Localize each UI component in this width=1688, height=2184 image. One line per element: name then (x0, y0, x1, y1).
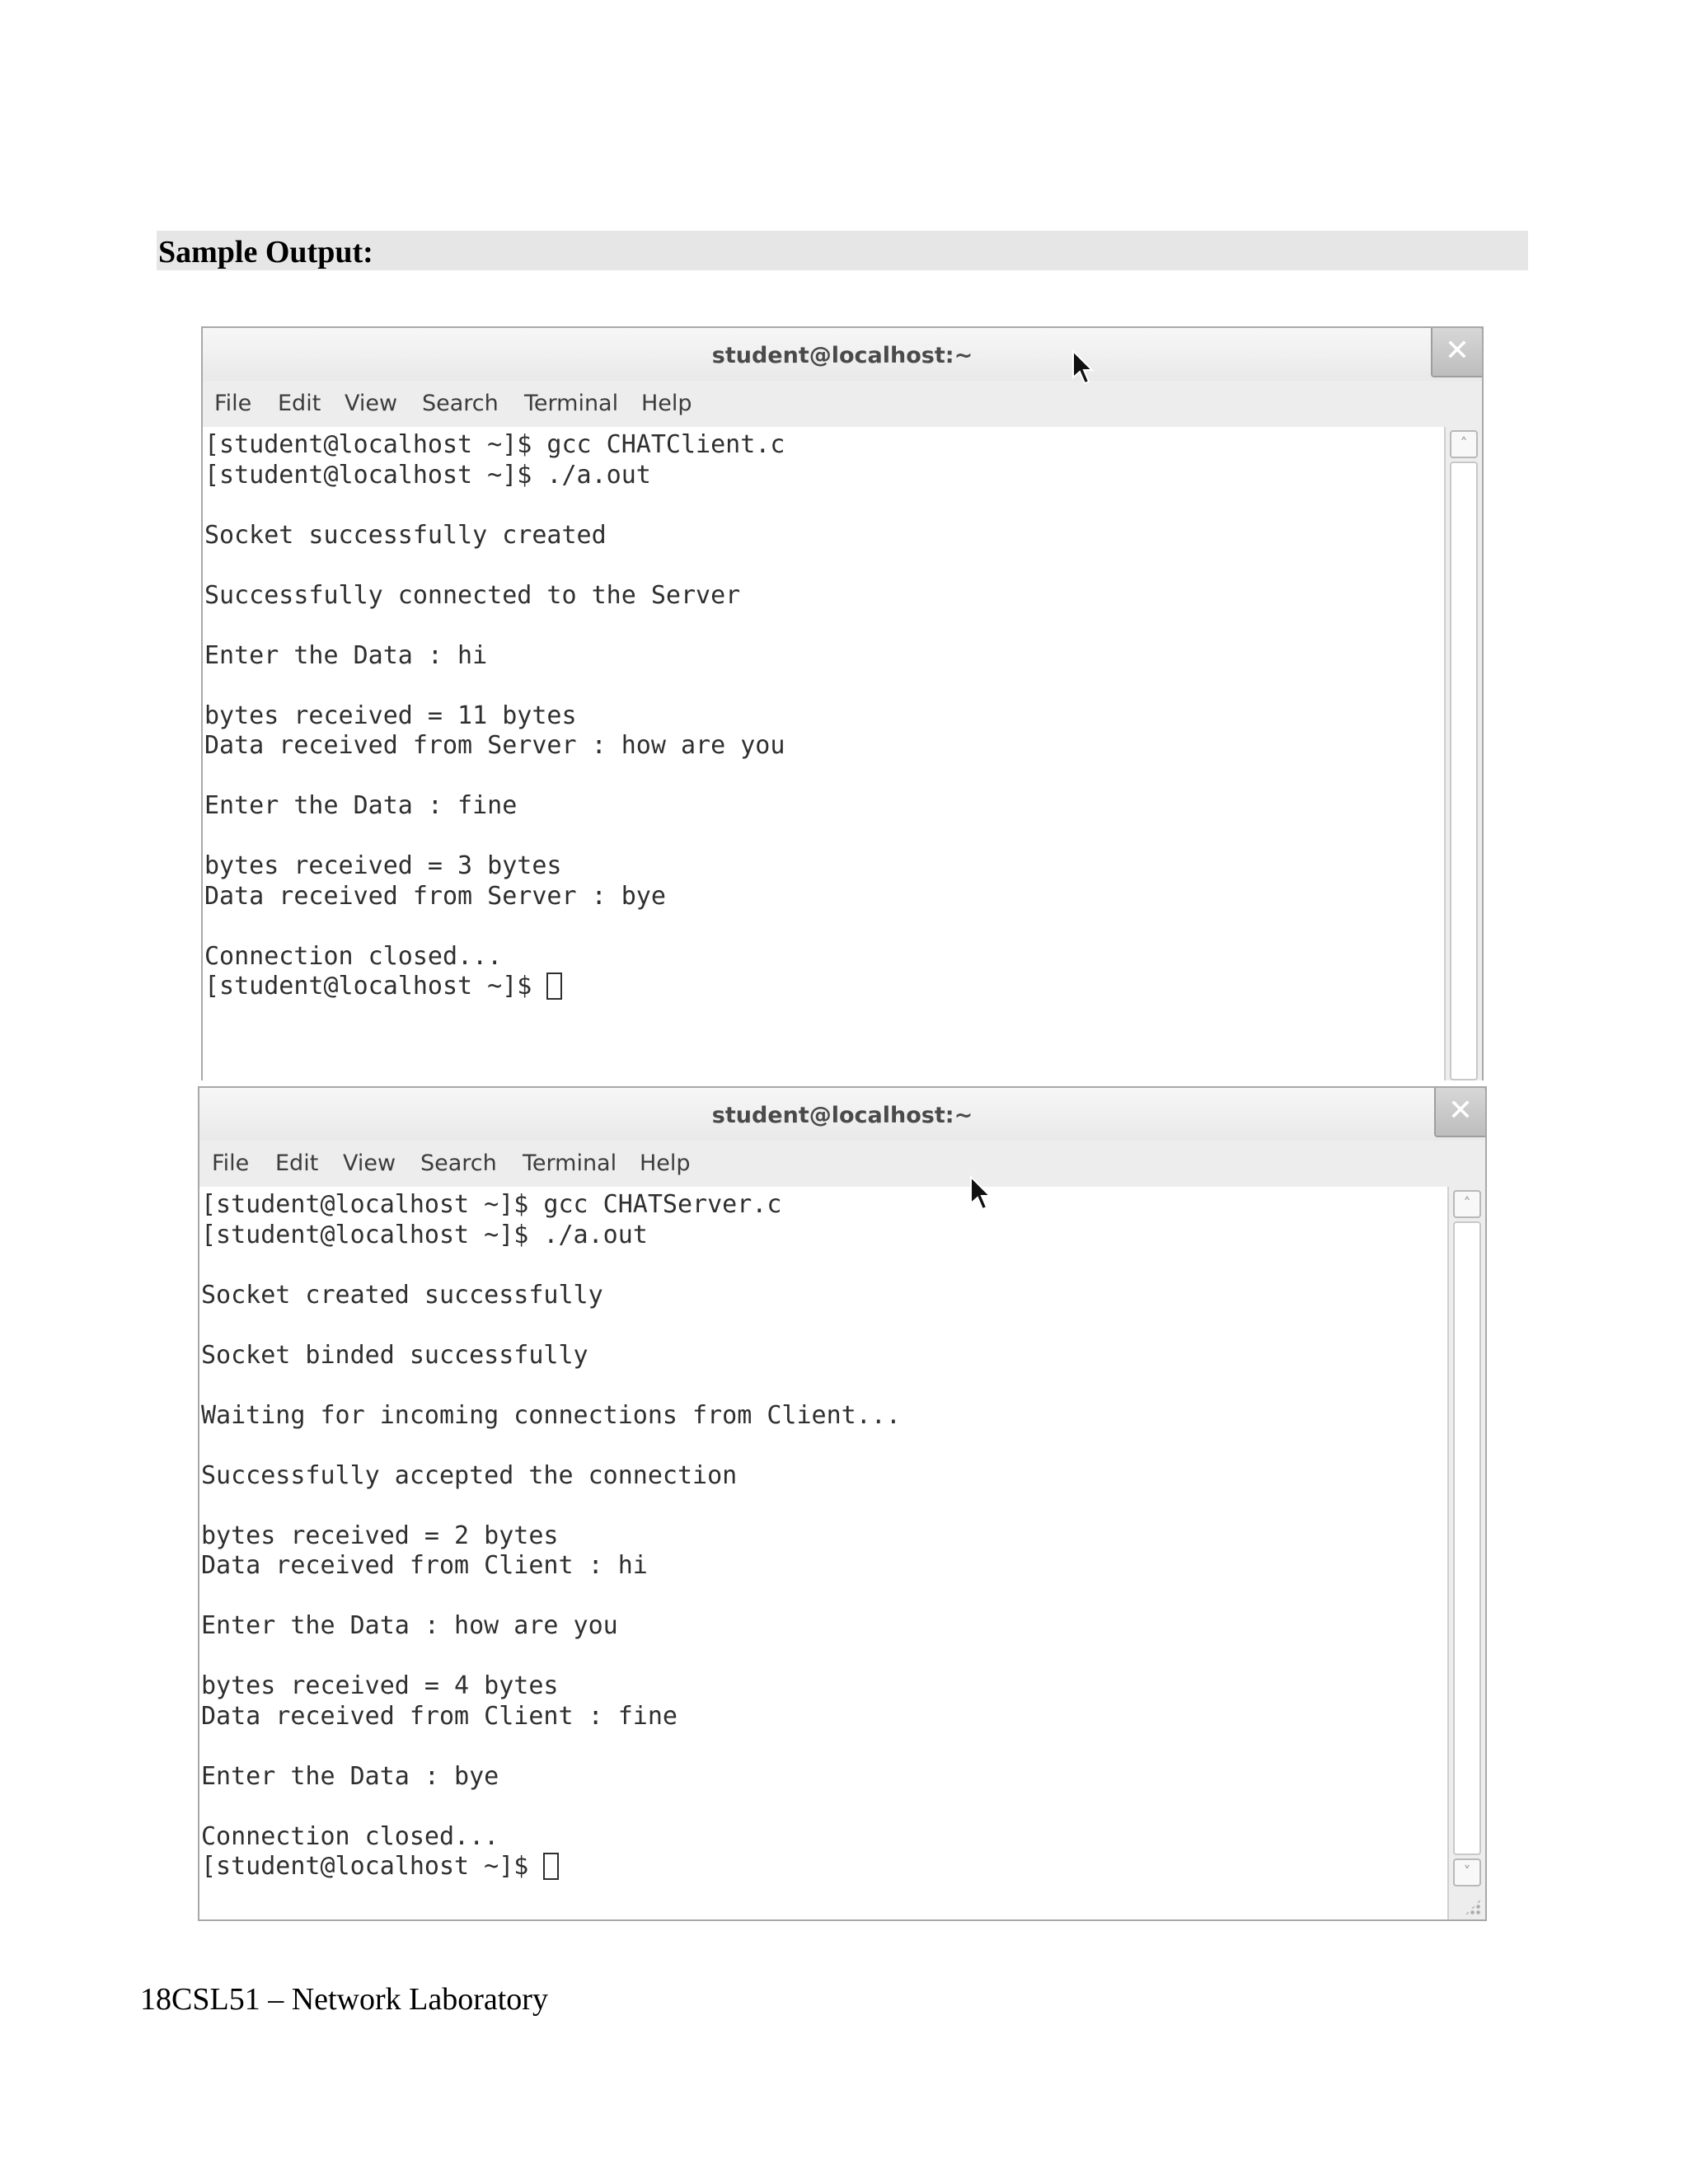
menu-search[interactable]: Search (420, 1151, 497, 1176)
terminal-line (201, 1671, 1446, 1702)
menu-file[interactable]: File (214, 391, 252, 416)
terminal-line (204, 972, 1442, 1002)
terminal-line (204, 701, 1442, 732)
terminal-line (201, 1401, 1446, 1432)
terminal-line-text: Enter the Data : fine (204, 791, 518, 820)
terminal-line-text: [student@localhost ~]$ (201, 1852, 544, 1881)
text-cursor (546, 972, 562, 1000)
menu-help[interactable]: Help (641, 391, 692, 416)
scroll-thumb[interactable] (1453, 1221, 1481, 1855)
section-heading: Sample Output: (158, 235, 373, 269)
terminal-line (201, 1702, 1446, 1732)
terminal-line-text: Data received from Client : hi (201, 1551, 648, 1580)
terminal-line (204, 671, 1442, 701)
terminal-line-text: [student@localhost ~]$ (204, 972, 547, 1001)
terminal-line (201, 1371, 1446, 1401)
menu-edit[interactable]: Edit (278, 391, 321, 416)
terminal-line (204, 942, 1442, 972)
terminal-line (201, 1310, 1446, 1341)
close-icon[interactable]: ✕ (1434, 1086, 1487, 1137)
menu-edit[interactable]: Edit (275, 1151, 319, 1176)
resize-grip-icon[interactable] (1464, 1898, 1482, 1916)
terminal-line (204, 521, 1442, 551)
scroll-up-icon[interactable]: ˄ (1450, 430, 1478, 458)
terminal-line-text: bytes received = 2 bytes (201, 1521, 559, 1550)
scroll-up-icon[interactable]: ˄ (1453, 1190, 1481, 1218)
window-titlebar[interactable] (199, 1088, 1485, 1141)
menu-bar (203, 381, 1482, 427)
menu-bar (199, 1141, 1485, 1187)
terminal-line-text: bytes received = 3 bytes (204, 851, 562, 880)
terminal-line (201, 1521, 1446, 1552)
terminal-line-text: Enter the Data : bye (201, 1761, 499, 1791)
menu-terminal[interactable]: Terminal (523, 1151, 617, 1176)
terminal-line (204, 882, 1442, 912)
page-footer: 18CSL51 – Network Laboratory (140, 1982, 548, 2017)
terminal-line (204, 822, 1442, 852)
terminal-line (204, 430, 1442, 461)
terminal-line (204, 851, 1442, 882)
terminal-line-text: bytes received = 11 bytes (204, 701, 577, 730)
server-terminal-window (198, 1086, 1487, 1921)
vertical-scrollbar[interactable] (1447, 1187, 1485, 1919)
terminal-line-text: Socket binded successfully (201, 1340, 588, 1370)
window-title: student@localhost:~ (711, 343, 973, 368)
terminal-line (201, 1250, 1446, 1281)
terminal-line (201, 1461, 1446, 1492)
menu-terminal[interactable]: Terminal (524, 391, 619, 416)
terminal-line (201, 1852, 1446, 1882)
menu-view[interactable]: View (343, 1151, 396, 1176)
terminal-line-text: Socket created successfully (201, 1280, 603, 1310)
terminal-line (201, 1582, 1446, 1612)
terminal-line (204, 762, 1442, 792)
terminal-line (201, 1551, 1446, 1582)
terminal-line-text: Data received from Server : bye (204, 881, 666, 911)
terminal-output[interactable] (201, 1187, 1446, 1919)
terminal-line (201, 1732, 1446, 1762)
close-icon[interactable]: ✕ (1431, 326, 1484, 377)
terminal-line-text: Data received from Server : how are you (204, 731, 785, 760)
terminal-line (204, 912, 1442, 942)
mouse-pointer-icon (969, 1175, 992, 1212)
window-titlebar[interactable] (203, 328, 1482, 381)
terminal-line (201, 1221, 1446, 1251)
terminal-line-text: Connection closed... (204, 941, 503, 971)
terminal-line (204, 731, 1442, 762)
terminal-line-text: Socket successfully created (204, 520, 607, 550)
terminal-line (201, 1431, 1446, 1461)
menu-help[interactable]: Help (640, 1151, 691, 1176)
terminal-line-text: Connection closed... (201, 1821, 499, 1851)
terminal-line (204, 641, 1442, 672)
mouse-pointer-icon (1071, 349, 1095, 386)
terminal-output[interactable] (204, 427, 1442, 1080)
terminal-line-text: [student@localhost ~]$ ./a.out (204, 460, 651, 490)
menu-file[interactable]: File (212, 1151, 250, 1176)
terminal-line (204, 551, 1442, 581)
terminal-line (201, 1341, 1446, 1371)
window-title: student@localhost:~ (711, 1103, 973, 1128)
section-heading-bar (157, 231, 1528, 270)
terminal-line (204, 490, 1442, 521)
terminal-line (204, 791, 1442, 822)
terminal-line (204, 611, 1442, 641)
terminal-line-text: Successfully connected to the Server (204, 580, 741, 610)
terminal-line-text: [student@localhost ~]$ gcc CHATServer.c (201, 1190, 782, 1219)
terminal-line (201, 1190, 1446, 1221)
text-cursor (543, 1853, 559, 1880)
terminal-line-text: Enter the Data : how are you (201, 1611, 618, 1640)
terminal-line-text: [student@localhost ~]$ gcc CHATClient.c (204, 430, 785, 459)
terminal-line (201, 1491, 1446, 1521)
scroll-thumb[interactable] (1450, 462, 1478, 1080)
terminal-line (201, 1822, 1446, 1853)
terminal-line (204, 581, 1442, 612)
terminal-line-text: Enter the Data : hi (204, 640, 488, 670)
terminal-line (201, 1642, 1446, 1672)
terminal-line-text: Waiting for incoming connections from Client... (201, 1400, 901, 1430)
vertical-scrollbar[interactable] (1444, 427, 1482, 1080)
terminal-line (201, 1611, 1446, 1642)
terminal-line-text: [student@localhost ~]$ ./a.out (201, 1220, 648, 1249)
terminal-line (201, 1281, 1446, 1311)
menu-view[interactable]: View (345, 391, 398, 416)
terminal-line-text: Data received from Client : fine (201, 1701, 678, 1731)
terminal-line-text: Successfully accepted the connection (201, 1460, 738, 1490)
client-terminal-window (201, 326, 1484, 1080)
terminal-line-text: bytes received = 4 bytes (201, 1671, 559, 1700)
terminal-line (201, 1792, 1446, 1822)
scroll-down-icon[interactable]: ˅ (1453, 1858, 1481, 1886)
terminal-line (204, 461, 1442, 491)
terminal-line (201, 1762, 1446, 1793)
menu-search[interactable]: Search (422, 391, 499, 416)
